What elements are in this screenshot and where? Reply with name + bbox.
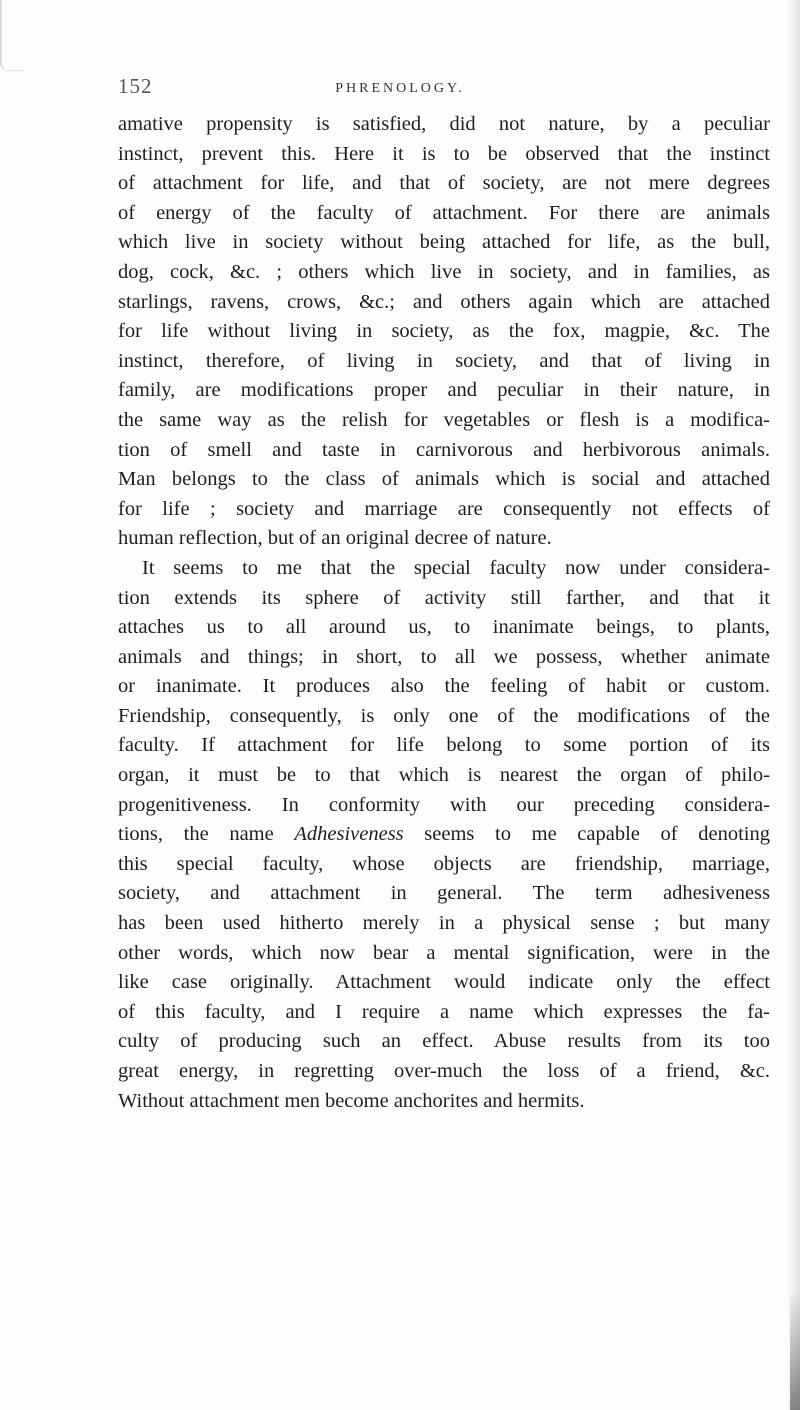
text-line: the same way as the relish for vegetables or flesh is a modifica- [118, 408, 770, 431]
text-line: for life ; society and marriage are consequently not effects of [118, 497, 770, 520]
page-number: 152 [118, 74, 153, 98]
text-line: for life without living in society, as the fox, magpie, &c. The [118, 320, 770, 343]
text-line-emphasis [118, 820, 770, 850]
text-line: of attachment for life, and that of society, are not mere degrees [118, 172, 770, 195]
text-line: Man belongs to the class of animals which is social and attached [118, 468, 770, 491]
running-head: PHRENOLOGY. [335, 81, 465, 96]
text-line: animals and things; in short, to all we possess, whether animate [118, 645, 770, 668]
page-edge-shadow [786, 0, 800, 1410]
binding-shadow [790, 1290, 800, 1410]
text-line: Without attachment men become anchorites and hermits. [118, 1089, 585, 1112]
text-line: which live in society without being attached for life, as the bull, [118, 231, 770, 254]
text-line: instinct, prevent this. Here it is to be observed that the instinct [118, 142, 770, 165]
text-line: other words, which now bear a mental signification, were in the [118, 941, 770, 964]
text-line: attaches us to all around us, to inanimate beings, to plants, [118, 616, 770, 639]
text-line: human reflection, but of an original decree of nature. [118, 527, 552, 550]
text-line: family, are modifications proper and peculiar in their nature, in [118, 379, 770, 402]
text-line: amative propensity is satisfied, did not nature, by a peculiar [118, 113, 770, 135]
text-fragment: seems to me capable of denoting [424, 823, 770, 846]
text-line: of this faculty, and I require a name which expresses the fa- [118, 1000, 770, 1023]
text-line: society, and attachment in general. The term adhesiveness [118, 882, 770, 905]
text-line: has been used hitherto merely in a physical sense ; but many [118, 912, 770, 935]
text-line: It seems to me that the special faculty now under considera- [142, 556, 770, 579]
text-line: faculty. If attachment for life belong to some portion of its [118, 734, 770, 757]
text-line: this special faculty, whose objects are friendship, marriage, [118, 852, 770, 875]
page-corner-mark [0, 0, 24, 71]
text-line: tion of smell and taste in carnivorous and herbivorous animals. [118, 438, 770, 461]
text-line: starlings, ravens, crows, &c.; and others again which are attached [118, 290, 770, 313]
text-line: of energy of the faculty of attachment. For there are animals [118, 201, 770, 224]
text-line: organ, it must be to that which is nearest the organ of philo- [118, 764, 770, 787]
text-line: or inanimate. It produces also the feeling of habit or custom. [118, 675, 770, 698]
text-line: progenitiveness. In conformity with our preceding considera- [118, 793, 770, 816]
text-line: tion extends its sphere of activity still farther, and that it [118, 586, 770, 609]
body-text [118, 110, 770, 1116]
text-line: instinct, therefore, of living in society, and that of living in [118, 349, 770, 372]
text-line: culty of producing such an effect. Abuse results from its too [118, 1030, 770, 1053]
text-line: great energy, in regretting over-much the loss of a friend, &c. [118, 1060, 770, 1082]
text-line: Friendship, consequently, is only one of the modifications of the [118, 704, 770, 727]
text-line: like case originally. Attachment would indicate only the effect [118, 971, 770, 994]
italic-term: Adhesiveness [294, 823, 404, 846]
text-fragment: tions, the name [118, 823, 274, 846]
text-line: dog, cock, &c. ; others which live in society, and in families, as [118, 260, 770, 283]
